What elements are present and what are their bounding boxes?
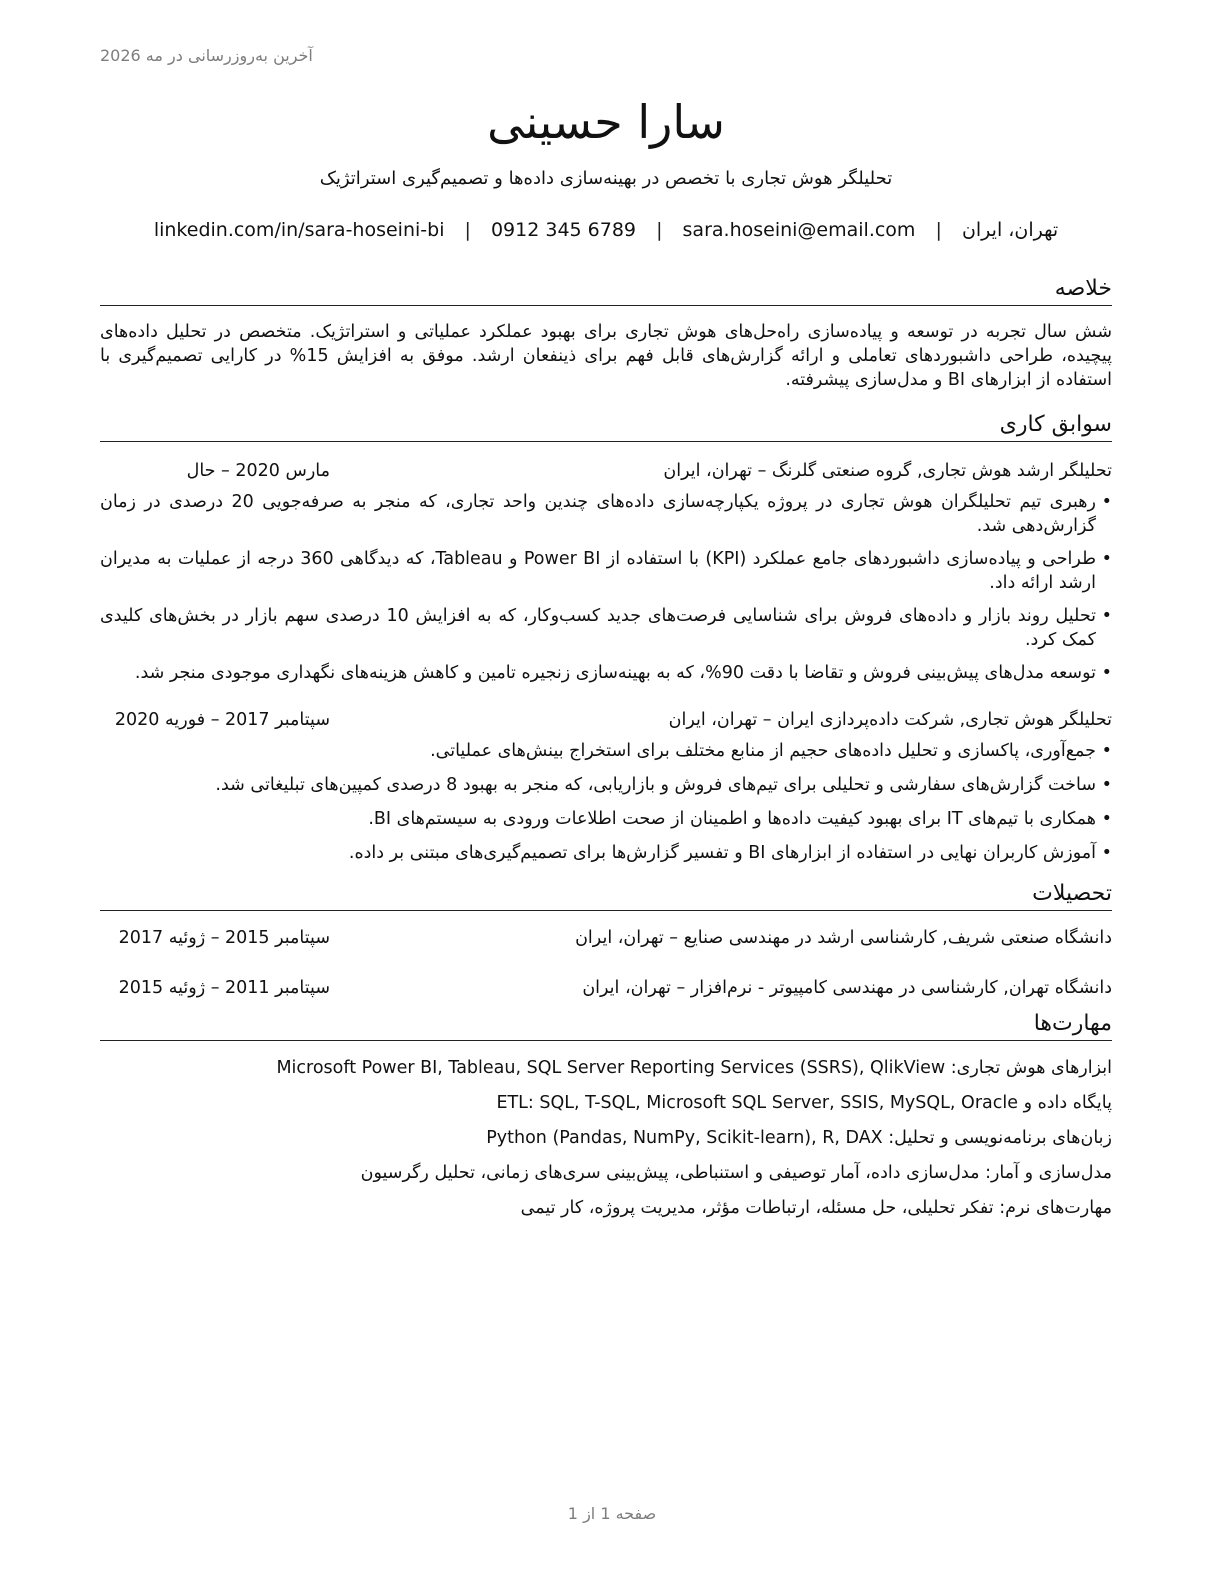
job-entry [100, 707, 1112, 865]
candidate-name: سارا حسینی [487, 95, 725, 149]
list-item: • جمع‌آوری، پاکسازی و تحلیل داده‌های حجیم از منابع مختلف برای استخراج بینش‌های عملیاتی. [100, 739, 1112, 763]
job-entry [100, 458, 1112, 685]
list-item: • همکاری با تیم‌های IT برای بهبود کیفیت داده‌ها و اطمینان از صحت اطلاعات ورودی به سیستم‌های BI. [100, 807, 1112, 831]
contact-linkedin[interactable]: linkedin.com/in/sara-hoseini-bi [153, 219, 445, 241]
education-item [100, 925, 1112, 951]
contact-separator: | [935, 219, 942, 241]
list-item: • توسعه مدل‌های پیش‌بینی فروش و تقاضا با دقت 90%، که به بهینه‌سازی زنجیره تامین و کاهش هزینه‌های نگهداری موجودی منجر شد. [100, 661, 1112, 685]
job-header [100, 707, 1112, 733]
education-item [100, 975, 1112, 1001]
job-dates: سپتامبر 2017 – فوریه 2020 [114, 710, 330, 730]
education-heading: دانشگاه تهران, کارشناسی در مهندسی کامپیوتر - نرم‌افزار – تهران، ایران [582, 978, 1112, 998]
last-updated: آخرین به‌روزرسانی در مه 2026 [100, 46, 313, 65]
list-item: • رهبری تیم تحلیلگران هوش تجاری در پروژه یکپارچه‌سازی داده‌های چندین واحد تجاری، که منجر به صرفه‌جویی 20 درصدی در زمان گزارش‌دهی شد. [100, 490, 1112, 538]
summary-title: خلاصه [100, 274, 1112, 306]
contact-separator: | [464, 219, 471, 241]
education-heading: دانشگاه صنعتی شریف, کارشناسی ارشد در مهندسی صنایع – تهران، ایران [575, 928, 1112, 948]
job-bullets [100, 490, 1112, 685]
skill-line: ابزارهای هوش تجاری: Microsoft Power BI, Tableau, SQL Server Reporting Services (SSRS), QlikView [276, 1058, 1112, 1078]
page-number: صفحه 1 از 1 [567, 1504, 657, 1523]
education-title: تحصیلات [100, 879, 1112, 911]
job-heading: تحلیلگر هوش تجاری, شرکت داده‌پردازی ایران – تهران، ایران [668, 710, 1112, 730]
skill-line: زبان‌های برنامه‌نویسی و تحلیل: Python (Pandas, NumPy, Scikit-learn), R, DAX [486, 1128, 1112, 1148]
education-list [100, 925, 1112, 1001]
contact-separator: | [656, 219, 663, 241]
job-bullets [100, 739, 1112, 865]
education-dates: سپتامبر 2011 – ژوئیه 2015 [118, 978, 330, 998]
skill-line: مهارت‌های نرم: تفکر تحلیلی، حل مسئله، ارتباطات مؤثر، مدیریت پروژه، کار تیمی [520, 1198, 1112, 1218]
contact-location: تهران، ایران [961, 219, 1059, 241]
contact-email[interactable]: sara.hoseini@email.com [682, 219, 916, 241]
experience-title: سوابق کاری [100, 410, 1112, 442]
contact-phone: 0912 345 6789 [490, 219, 637, 241]
job-dates: مارس 2020 – حال [186, 461, 330, 481]
job-heading: تحلیلگر ارشد هوش تجاری, گروه صنعتی گلرنگ – تهران، ایران [663, 461, 1112, 481]
candidate-subtitle: تحلیلگر هوش تجاری با تخصص در بهینه‌سازی داده‌ها و تصمیم‌گیری استراتژیک [319, 168, 893, 189]
resume-content [100, 0, 1112, 1230]
list-item: • آموزش کاربران نهایی در استفاده از ابزارهای BI و تفسیر گزارش‌ها برای تصمیم‌گیری‌های مبتنی بر داده. [100, 841, 1112, 865]
skill-line: پایگاه داده و ETL: SQL, T-SQL, Microsoft SQL Server, SSIS, MySQL, Oracle [496, 1093, 1112, 1113]
list-item: • ساخت گزارش‌های سفارشی و تحلیلی برای تیم‌های فروش و بازاریابی، که منجر به بهبود 8 درصدی کمپین‌های تبلیغاتی شد. [100, 773, 1112, 797]
list-item: • تحلیل روند بازار و داده‌های فروش برای شناسایی فرصت‌های جدید کسب‌وکار، که به افزایش 10 درصدی سهم بازار در بخش‌های کلیدی کمک کرد. [100, 604, 1112, 652]
skills-title: مهارت‌ها [100, 1009, 1112, 1041]
contact-line [100, 216, 1112, 244]
education-dates: سپتامبر 2015 – ژوئیه 2017 [118, 928, 330, 948]
summary-text: شش سال تجربه در توسعه و پیاده‌سازی راه‌حل‌های هوش تجاری برای بهبود عملکرد عملیاتی و استراتژیک. متخصص در تحلیل داده‌های پیچیده، طراحی داشبوردهای تعاملی و ارائه گزارش‌های قابل فهم برای ذینفعان ارشد. موفق به افزایش 15% در کارایی تصمیم‌گیری با استفاده از ابزارهای BI و مدل‌سازی پیشرفته. [100, 322, 1112, 390]
skills-list [100, 1055, 1112, 1221]
list-item: • طراحی و پیاده‌سازی داشبوردهای جامع عملکرد (KPI) با استفاده از Power BI و Tableau، که دیدگاهی 360 درجه از عملیات به مدیران ارشد ارائه داد. [100, 547, 1112, 595]
skill-line: مدل‌سازی و آمار: مدل‌سازی داده، آمار توصیفی و استنباطی، پیش‌بینی سری‌های زمانی، تحلیل رگرسیون [360, 1163, 1112, 1183]
job-header [100, 458, 1112, 484]
